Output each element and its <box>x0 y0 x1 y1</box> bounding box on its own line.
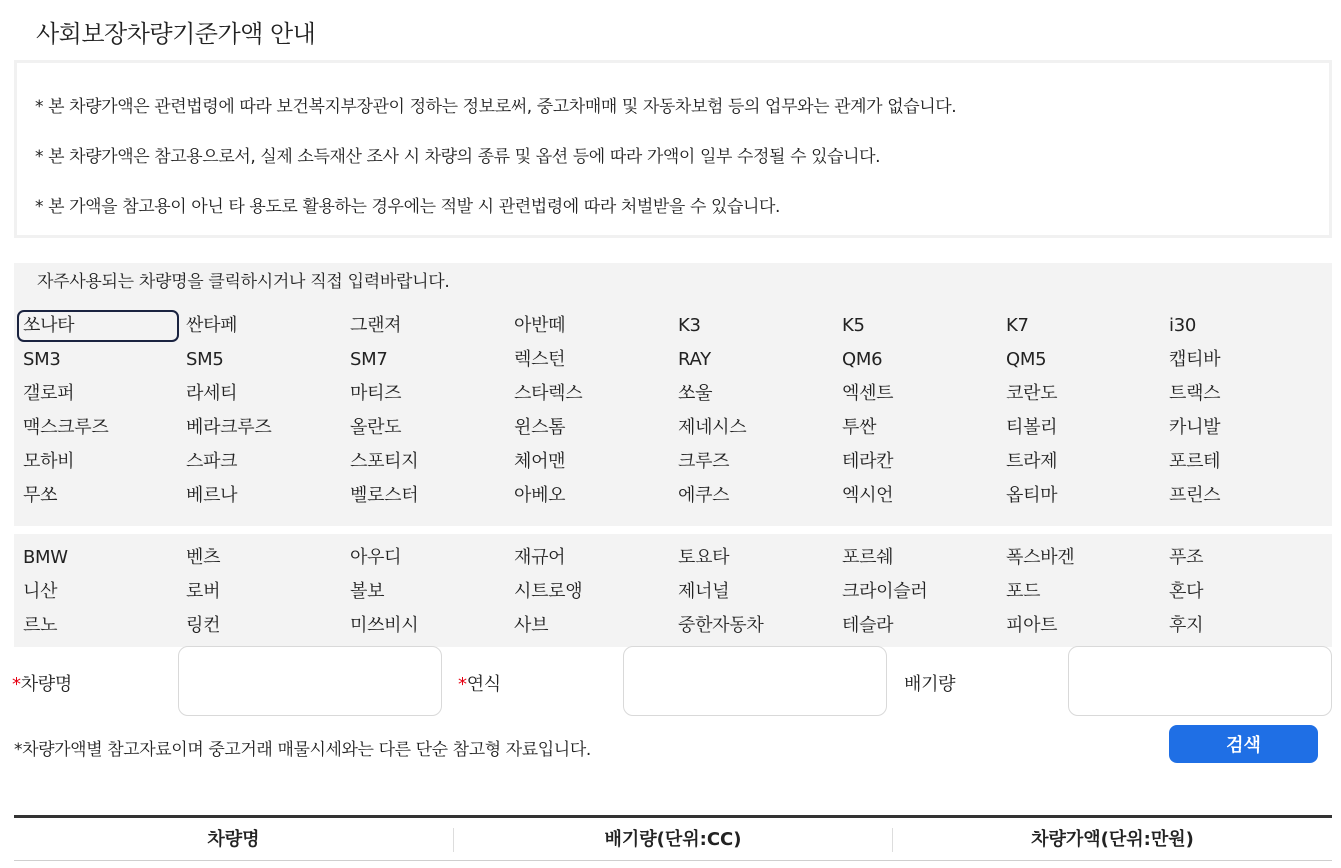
car-name-option[interactable]: 체어맨 <box>514 451 566 472</box>
column-header-car-name: 차량명 <box>207 829 260 850</box>
car-name-option[interactable]: 푸조 <box>1169 547 1204 568</box>
results-table-header <box>14 815 1332 861</box>
displacement-input[interactable] <box>1068 646 1332 716</box>
car-name-option[interactable]: 카니발 <box>1169 417 1221 438</box>
car-name-option[interactable]: 제네시스 <box>678 417 747 438</box>
car-name-option[interactable]: 티볼리 <box>1006 417 1058 438</box>
car-name-option[interactable]: 트라제 <box>1006 451 1058 472</box>
car-name-option[interactable]: i30 <box>1169 315 1197 336</box>
car-name-option[interactable]: 니산 <box>23 581 58 602</box>
car-name-option[interactable]: 혼다 <box>1169 581 1204 602</box>
car-name-option[interactable]: 벨로스터 <box>350 485 419 506</box>
car-name-option[interactable]: 로버 <box>186 581 221 602</box>
car-name-option[interactable]: SM3 <box>23 349 61 370</box>
car-name-option[interactable]: 미쓰비시 <box>350 615 419 636</box>
car-name-option[interactable]: 스타렉스 <box>514 383 583 404</box>
car-name-option[interactable]: 아반떼 <box>514 315 566 336</box>
car-name-option[interactable]: 투싼 <box>842 417 877 438</box>
displacement-label: 배기량 <box>904 674 956 695</box>
search-button[interactable]: 검색 <box>1169 725 1318 763</box>
car-name-option[interactable]: 테라칸 <box>842 451 894 472</box>
car-name-option[interactable]: 포르테 <box>1169 451 1221 472</box>
year-label-text: 연식 <box>466 674 501 695</box>
car-name-option[interactable]: 마티즈 <box>350 383 402 404</box>
car-name-option[interactable]: 맥스크루즈 <box>23 417 109 438</box>
notice-line-3: * 본 가액을 참고용이 아닌 타 용도로 활용하는 경우에는 적발 시 관련법령에 따라 처벌받을 수 있습니다. <box>35 197 781 217</box>
car-name-option[interactable]: SM7 <box>350 349 388 370</box>
car-name-option[interactable]: 사브 <box>514 615 549 636</box>
required-mark: * <box>12 674 21 695</box>
car-name-option[interactable]: 벤츠 <box>186 547 221 568</box>
car-name-option[interactable]: 스파크 <box>186 451 238 472</box>
car-name-option[interactable]: 프린스 <box>1169 485 1221 506</box>
car-name-input[interactable] <box>178 646 442 716</box>
car-name-option[interactable]: 코란도 <box>1006 383 1058 404</box>
car-name-option[interactable]: 에쿠스 <box>678 485 730 506</box>
car-name-option[interactable]: 갤로퍼 <box>23 383 75 404</box>
car-name-option[interactable]: 폭스바겐 <box>1006 547 1075 568</box>
car-name-label-text: 차량명 <box>20 674 72 695</box>
car-name-option[interactable]: 르노 <box>23 615 58 636</box>
car-name-option[interactable]: 엑센트 <box>842 383 894 404</box>
car-name-option[interactable]: 라세티 <box>186 383 238 404</box>
car-name-option[interactable]: 아우디 <box>350 547 402 568</box>
car-name-option[interactable]: QM6 <box>842 349 883 370</box>
car-name-option[interactable]: 시트로앵 <box>514 581 583 602</box>
car-name-option[interactable]: 후지 <box>1169 615 1204 636</box>
year-input[interactable] <box>623 646 887 716</box>
car-name-option[interactable]: 제너널 <box>678 581 730 602</box>
car-name-option[interactable]: 쏘나타 <box>17 310 179 342</box>
notice-line-1: * 본 차량가액은 관련법령에 따라 보건복지부장관이 정하는 정보로써, 중고차매매 및 자동차보험 등의 업무와는 관계가 없습니다. <box>35 97 957 117</box>
car-name-option[interactable]: 쏘울 <box>678 383 713 404</box>
car-name-option[interactable]: QM5 <box>1006 349 1047 370</box>
car-name-option[interactable]: 베르나 <box>186 485 238 506</box>
car-name-option[interactable]: 토요타 <box>678 547 730 568</box>
car-name-option[interactable]: K5 <box>842 315 865 336</box>
car-name-option[interactable]: 트랙스 <box>1169 383 1221 404</box>
car-name-option[interactable]: 포르쉐 <box>842 547 894 568</box>
car-name-option[interactable]: 싼타페 <box>186 315 238 336</box>
car-name-option[interactable]: SM5 <box>186 349 224 370</box>
notice-box <box>14 60 1332 238</box>
car-name-option[interactable]: 아베오 <box>514 485 566 506</box>
car-name-option[interactable]: 베라크루즈 <box>186 417 272 438</box>
car-name-option[interactable]: 중한자동차 <box>678 615 764 636</box>
car-name-option[interactable]: 모하비 <box>23 451 75 472</box>
quickpick-instruction: 자주사용되는 차량명을 클릭하시거나 직접 입력바랍니다. <box>37 272 450 292</box>
car-name-option[interactable]: 그랜져 <box>350 315 402 336</box>
car-name-label <box>12 670 72 696</box>
notice-line-2: * 본 차량가액은 참고용으로서, 실제 소득재산 조사 시 차량의 종류 및 옵션 등에 따라 가액이 일부 수정될 수 있습니다. <box>35 147 881 167</box>
column-header-displacement: 배기량(단위:CC) <box>604 829 742 850</box>
car-name-option[interactable]: 크루즈 <box>678 451 730 472</box>
car-name-option[interactable]: 옵티마 <box>1006 485 1058 506</box>
car-name-option[interactable]: 올란도 <box>350 417 402 438</box>
disclaimer-text: *차량가액별 참고자료이며 중고거래 매물시세와는 다른 단순 참고형 자료입니다. <box>14 740 591 760</box>
car-name-option[interactable]: 재규어 <box>514 547 566 568</box>
car-name-option[interactable]: 볼보 <box>350 581 385 602</box>
car-name-option[interactable]: RAY <box>678 349 711 370</box>
car-name-option[interactable]: 엑시언 <box>842 485 894 506</box>
column-header-car-value: 차량가액(단위:만원) <box>1031 829 1194 850</box>
car-name-option[interactable]: 캡티바 <box>1169 349 1221 370</box>
car-name-option[interactable]: K7 <box>1006 315 1029 336</box>
car-name-option[interactable]: BMW <box>23 547 68 568</box>
car-name-option[interactable]: 윈스톰 <box>514 417 566 438</box>
required-mark: * <box>458 674 467 695</box>
page-title: 사회보장차량기준가액 안내 <box>36 20 316 48</box>
car-name-option[interactable]: K3 <box>678 315 701 336</box>
car-name-option[interactable]: 크라이슬러 <box>842 581 928 602</box>
car-name-option[interactable]: 무쏘 <box>23 485 58 506</box>
car-name-option[interactable]: 테슬라 <box>842 615 894 636</box>
car-name-option[interactable]: 피아트 <box>1006 615 1058 636</box>
car-name-option[interactable]: 스포티지 <box>350 451 419 472</box>
car-name-option[interactable]: 렉스턴 <box>514 349 566 370</box>
car-name-option[interactable]: 링컨 <box>186 615 221 636</box>
year-label <box>458 670 501 696</box>
car-name-option[interactable]: 포드 <box>1006 581 1041 602</box>
